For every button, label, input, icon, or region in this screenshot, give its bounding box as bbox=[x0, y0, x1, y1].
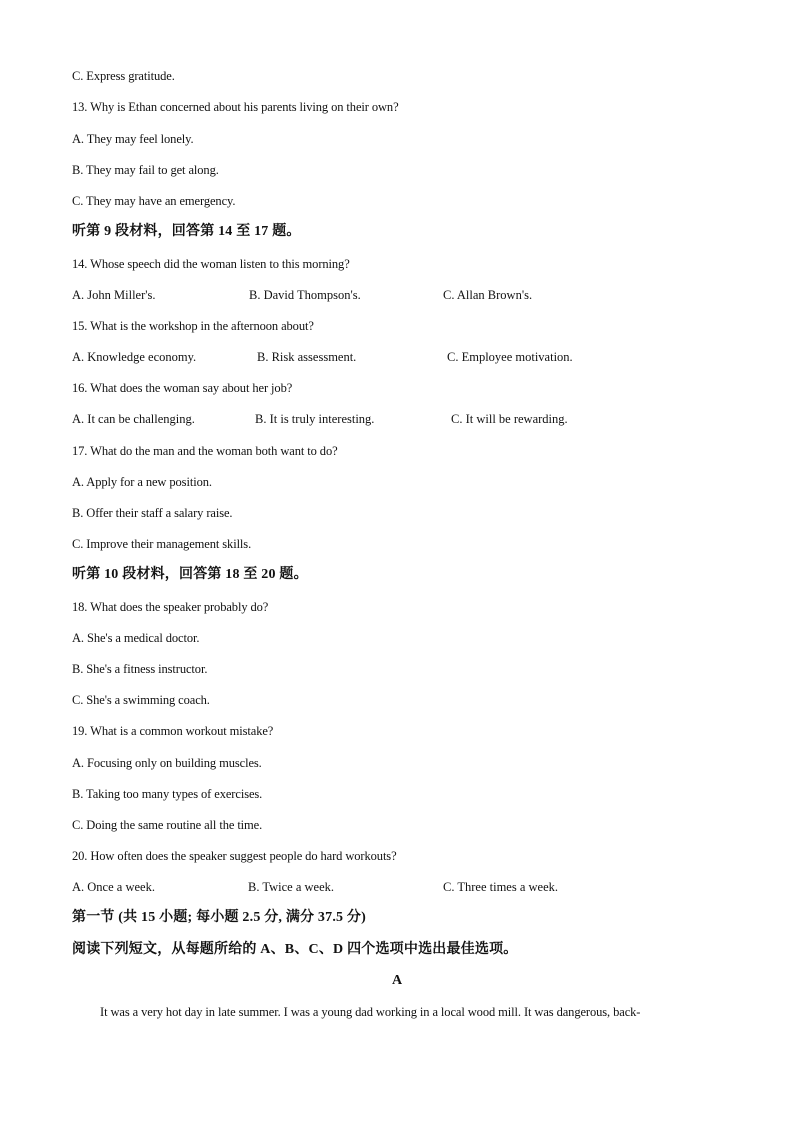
option-18a: A. She's a medical doctor. bbox=[72, 631, 200, 645]
option-17c: C. Improve their management skills. bbox=[72, 537, 252, 551]
question-14: 14. Whose speech did the woman listen to this morning? bbox=[72, 257, 350, 271]
option-15c: C. Employee motivation. bbox=[447, 350, 573, 364]
question-19: 19. What is a common workout mistake? bbox=[72, 724, 274, 738]
option-19b: B. Taking too many types of exercises. bbox=[72, 787, 263, 801]
option-13a: A. They may feel lonely. bbox=[72, 132, 194, 146]
passage-title: A bbox=[391, 973, 402, 988]
option-20a: A. Once a week. bbox=[72, 880, 155, 894]
option-15b: B. Risk assessment. bbox=[257, 350, 357, 364]
passage-paragraph: It was a very hot day in late summer. I was a young dad working in a local wood mill. It was dangerous, back- bbox=[100, 1005, 641, 1019]
option-18c: C. She's a swimming coach. bbox=[72, 693, 210, 707]
option-14a: A. John Miller's. bbox=[72, 288, 156, 302]
option-12c: C. Express gratitude. bbox=[72, 69, 175, 83]
option-14b: B. David Thompson's. bbox=[249, 288, 361, 302]
question-16: 16. What does the woman say about her job? bbox=[72, 381, 293, 395]
option-18b: B. She's a fitness instructor. bbox=[72, 662, 208, 676]
question-20: 20. How often does the speaker suggest people do hard workouts? bbox=[72, 849, 397, 863]
option-16b: B. It is truly interesting. bbox=[255, 412, 375, 426]
option-20b: B. Twice a week. bbox=[248, 880, 335, 894]
question-13: 13. Why is Ethan concerned about his parents living on their own? bbox=[72, 100, 399, 114]
section-heading-9: 听第 9 段材料，回答第 14 至 17 题。 bbox=[72, 224, 301, 239]
option-16c: C. It will be rewarding. bbox=[451, 412, 568, 426]
option-20c: C. Three times a week. bbox=[443, 880, 559, 894]
question-18: 18. What does the speaker probably do? bbox=[72, 600, 269, 614]
option-17b: B. Offer their staff a salary raise. bbox=[72, 506, 233, 520]
instructions: 阅读下列短文，从每题所给的 A、B、C、D 四个选项中选出最佳选项。 bbox=[72, 942, 518, 957]
option-17a: A. Apply for a new position. bbox=[72, 475, 212, 489]
option-16a: A. It can be challenging. bbox=[72, 412, 195, 426]
section-heading-10: 听第 10 段材料，回答第 18 至 20 题。 bbox=[72, 567, 308, 582]
option-19a: A. Focusing only on building muscles. bbox=[72, 756, 262, 770]
question-15: 15. What is the workshop in the afternoon about? bbox=[72, 319, 314, 333]
part-heading: 第一节 (共 15 小题; 每小题 2.5 分, 满分 37.5 分) bbox=[72, 910, 366, 925]
option-15a: A. Knowledge economy. bbox=[72, 350, 197, 364]
option-19c: C. Doing the same routine all the time. bbox=[72, 818, 263, 832]
question-17: 17. What do the man and the woman both want to do? bbox=[72, 444, 338, 458]
option-13b: B. They may fail to get along. bbox=[72, 163, 219, 177]
option-13c: C. They may have an emergency. bbox=[72, 194, 236, 208]
option-14c: C. Allan Brown's. bbox=[443, 288, 533, 302]
